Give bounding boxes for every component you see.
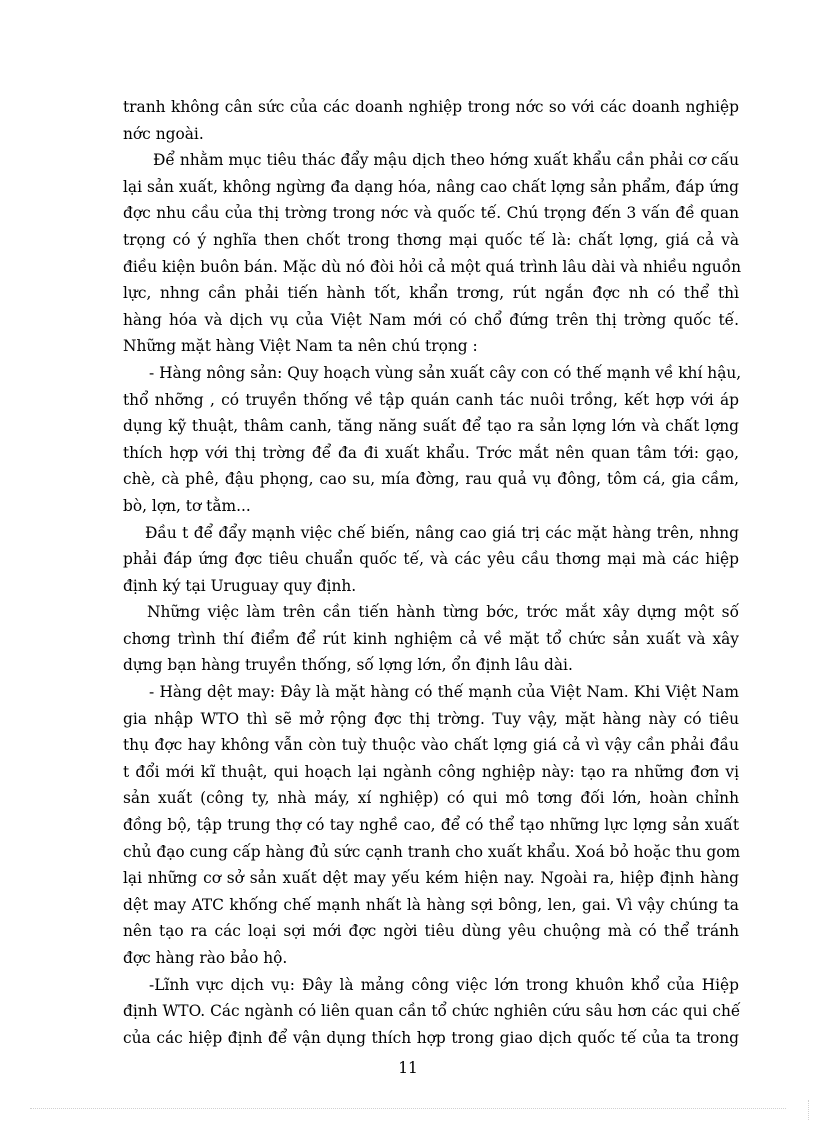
text-line: tranh không cân sức của các doanh nghiệp trong nớc so với các doanh nghiệp xyxy=(123,98,739,116)
text-line: định ký tại Uruguay quy định. xyxy=(123,576,357,595)
page-corner-divider xyxy=(808,1100,809,1120)
text-line: phải đáp ứng đợc tiêu chuẩn quốc tế, và các yêu cầu thơng mại mà các hiệp xyxy=(123,550,739,569)
text-line: dụng kỹ thuật, thâm canh, tăng năng suất để tạo ra sản lợng lớn và chất lợng xyxy=(123,417,739,436)
text-line: gia nhập WTO thì sẽ mở rộng đợc thị trờng. Tuy vậy, mặt hàng này có tiêu xyxy=(123,709,739,728)
text-line: t đổi mới kĩ thuật, qui hoạch lại ngành công nghiệp này: tạo ra những đơn vị xyxy=(123,762,739,781)
text-line: thụ đợc hay không vẫn còn tuỳ thuộc vào chất lợng giá cả vì vậy cần phải đầu xyxy=(123,736,739,755)
text-line: trọng có ý nghĩa then chốt trong thơng mại quốc tế là: chất lợng, giá cả và xyxy=(123,230,739,249)
text-line: đợc nhu cầu của thị trờng trong nớc và quốc tế. Chú trọng đến 3 vấn đề quan xyxy=(123,204,739,223)
text-line: hàng hóa và dịch vụ của Việt Nam mới có chổ đứng trên thị trờng quốc tế. xyxy=(123,310,739,329)
text-line: thổ nhỡng , có truyền thống về tập quán canh tác nuôi trồng, kết hợp với áp xyxy=(123,390,739,409)
text-line: chơng trình thí điểm để rút kinh nghiệm cả về mặt tổ chức sản xuất và xây xyxy=(123,629,739,648)
text-line: lại những cơ sở sản xuất dệt may yếu kém hiện nay. Ngoài ra, hiệp định hàng xyxy=(123,869,739,888)
text-line: nớc ngoài. xyxy=(123,124,204,143)
text-line: Để nhằm mục tiêu thác đẩy mậu dịch theo hớng xuất khẩu cần phải cơ cấu xyxy=(153,151,739,170)
text-line: đồng bộ, tập trung thợ có tay nghề cao, để có thể tạo những lực lợng sản xuất xyxy=(123,816,739,835)
text-line: đợc hàng rào bảo hộ. xyxy=(123,949,288,967)
text-line: dựng bạn hàng truyền thống, số lợng lớn, ổn định lâu dài. xyxy=(123,656,573,675)
text-line: - Hàng dệt may: Đây là mặt hàng có thế mạnh của Việt Nam. Khi Việt Nam xyxy=(149,683,739,702)
text-line: định WTO. Các ngành có liên quan cần tổ chức nghiên cứu sâu hơn các qui chế xyxy=(123,1002,741,1021)
page-number: 11 xyxy=(398,1059,418,1077)
text-line: điều kiện buôn bán. Mặc dù nó đòi hỏi cả một quá trình lâu dài và nhiều nguồn xyxy=(123,257,742,276)
text-line: sản xuất (công ty, nhà máy, xí nghiệp) có qui mô tơng đối lớn, hoàn chỉnh xyxy=(123,789,739,808)
text-line: Đầu t để đẩy mạnh việc chế biến, nâng cao giá trị các mặt hàng trên, nhng xyxy=(145,523,739,542)
text-line: nên tạo ra các loại sợi mới đợc ngời tiêu dùng yêu chuộng mà có thể tránh xyxy=(123,922,739,941)
text-line: Những việc làm trên cần tiến hành từng bớc, trớc mắt xây dựng một số xyxy=(147,603,739,622)
text-line: Những mặt hàng Việt Nam ta nên chú trọng : xyxy=(123,337,478,356)
text-line: bò, lợn, tơ tằm... xyxy=(123,496,251,515)
text-line: lại sản xuất, không ngừng đa dạng hóa, nâng cao chất lợng sản phẩm, đáp ứng xyxy=(123,177,739,196)
text-line: của các hiệp định để vận dụng thích hợp trong giao dịch quốc tế của ta trong xyxy=(123,1028,739,1047)
text-line: chủ đạo cung cấp hàng đủ sức cạnh tranh cho xuất khẩu. Xoá bỏ hoặc thu gom xyxy=(123,842,741,861)
page-edge-divider xyxy=(30,1108,786,1109)
text-line: chè, cà phê, đậu phọng, cao su, mía đờng, rau quả vụ đông, tôm cá, gia cầm, xyxy=(123,470,739,489)
text-line: - Hàng nông sản: Quy hoạch vùng sản xuất cây con có thế mạnh về khí hậu, xyxy=(149,363,742,382)
text-line: dệt may ATC khống chế mạnh nhất là hàng sợi bông, len, gai. Vì vậy chúng ta xyxy=(123,895,739,914)
text-line: thích hợp với thị trờng để đa đi xuất khẩu. Trớc mắt nên quan tâm tới: gạo, xyxy=(123,443,739,462)
body-text xyxy=(123,94,742,1051)
text-line: lực, nhng cần phải tiến hành tốt, khẩn trơng, rút ngắn đợc nh có thể thì xyxy=(123,284,739,303)
text-line: -Lĩnh vực dịch vụ: Đây là mảng công việc lớn trong khuôn khổ của Hiệp xyxy=(149,975,739,994)
